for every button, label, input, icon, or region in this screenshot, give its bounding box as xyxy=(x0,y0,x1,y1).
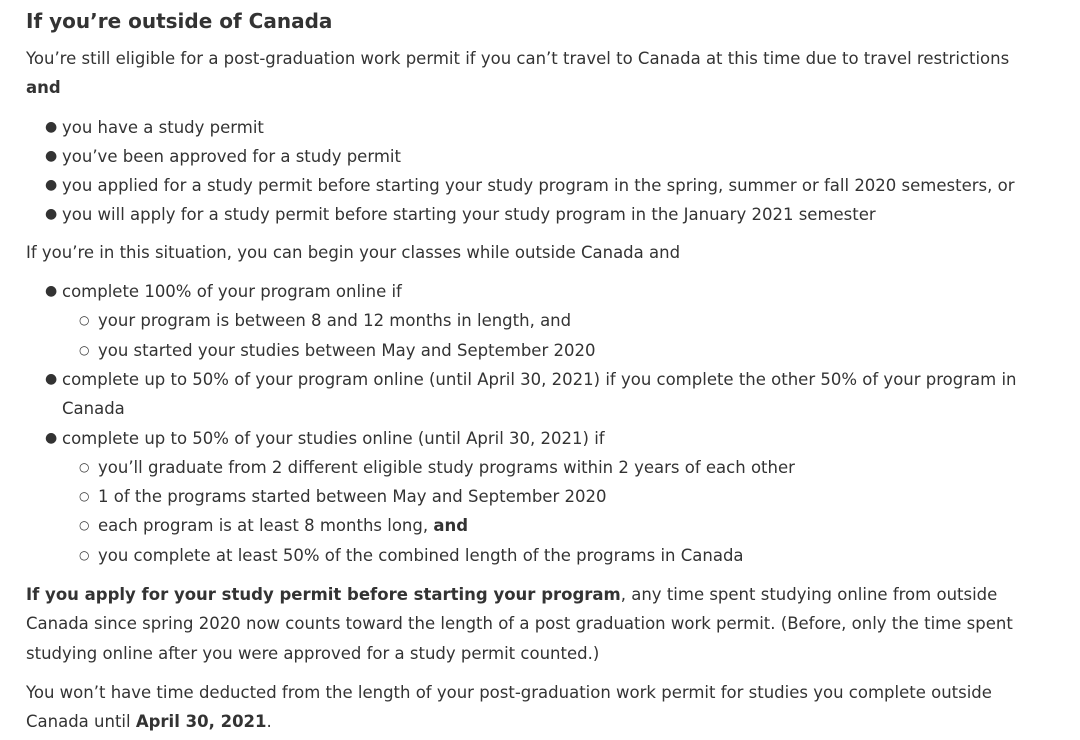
sub-list-item-text: each program is at least 8 months long, xyxy=(98,516,429,536)
bullet-icon: ● xyxy=(45,206,58,223)
sub-list-item-text: you started your studies between May and September 2020 xyxy=(98,340,596,360)
bullet-icon: ● xyxy=(45,147,58,164)
circle-bullet-icon: ○ xyxy=(79,518,90,533)
sub-list-item xyxy=(79,482,1054,511)
list-item xyxy=(45,113,1054,142)
section-heading: If you’re outside of Canada xyxy=(26,9,333,33)
sub-list xyxy=(62,306,1054,365)
situation-paragraph: If you’re in this situation, you can begin your classes while outside Canada and xyxy=(26,242,681,262)
circle-bullet-icon: ○ xyxy=(79,459,90,474)
sub-list-item xyxy=(79,336,1054,365)
deduction-date: April 30, 2021 xyxy=(135,712,267,732)
list-item xyxy=(45,424,1054,570)
circle-bullet-icon: ○ xyxy=(79,342,90,357)
list-item-text: complete up to 50% of your studies online (until April 30, 2021) if xyxy=(62,428,605,448)
list-item xyxy=(45,171,1054,200)
sub-list-item xyxy=(79,306,1054,335)
bullet-icon: ● xyxy=(45,370,58,387)
sub-list-item xyxy=(79,453,1054,482)
list-item xyxy=(45,200,1054,229)
eligibility-list xyxy=(26,113,1054,230)
sub-list-item xyxy=(79,541,1054,570)
sub-list-item-bold: and xyxy=(433,516,469,536)
sub-list-item-text: you complete at least 50% of the combined length of the programs in Canada xyxy=(98,545,744,565)
sub-list-item-text: you’ll graduate from 2 different eligible study programs within 2 years of each other xyxy=(98,457,795,477)
apply-paragraph-text: , any time spent studying online from outside Canada since spring 2020 now counts toward the length of a post graduation work permit. (Before, only the time spent studying online after you were approved for a study permit counted.) xyxy=(26,585,1013,663)
bullet-icon: ● xyxy=(45,283,58,300)
sub-list-item xyxy=(79,511,1054,540)
list-item-text: you have a study permit xyxy=(62,117,264,137)
apply-paragraph-bold: If you apply for your study permit before starting your program xyxy=(26,585,621,605)
intro-text: You’re still eligible for a post-graduation work permit if you can’t travel to Canada at this time due to travel restrictions xyxy=(26,49,1010,68)
list-item-text: complete up to 50% of your program online (until April 30, 2021) if you complete the other 50% of your program in Canada xyxy=(62,369,1017,419)
circle-bullet-icon: ○ xyxy=(79,547,90,562)
list-item-text: you’ve been approved for a study permit xyxy=(62,146,401,166)
list-item xyxy=(45,142,1054,171)
bullet-icon: ● xyxy=(45,177,58,194)
intro-and: and xyxy=(26,78,61,98)
list-item xyxy=(45,365,1054,424)
sub-list-item-text: your program is between 8 and 12 months in length, and xyxy=(98,311,572,331)
list-item-text: you applied for a study permit before starting your study program in the spring, summer or fall 2020 semesters, or xyxy=(62,176,1015,196)
deduction-paragraph-text: You won’t have time deducted from the length of your post-graduation work permit for studies you complete outside Canada until xyxy=(26,682,992,732)
list-item-text: complete 100% of your program online if xyxy=(62,282,402,302)
list-item xyxy=(45,277,1054,365)
bullet-icon: ● xyxy=(45,429,58,446)
sub-list xyxy=(62,453,1054,570)
bullet-icon: ● xyxy=(45,118,58,135)
deduction-period: . xyxy=(266,712,272,732)
deduction-paragraph xyxy=(26,678,1054,737)
sub-list-item-text: 1 of the programs started between May and September 2020 xyxy=(98,487,607,507)
intro-paragraph xyxy=(26,44,1054,103)
apply-paragraph xyxy=(26,580,1054,668)
circle-bullet-icon: ○ xyxy=(79,313,90,328)
options-list xyxy=(26,277,1054,570)
list-item-text: you will apply for a study permit before starting your study program in the January 2021 semester xyxy=(62,205,876,225)
circle-bullet-icon: ○ xyxy=(79,489,90,504)
